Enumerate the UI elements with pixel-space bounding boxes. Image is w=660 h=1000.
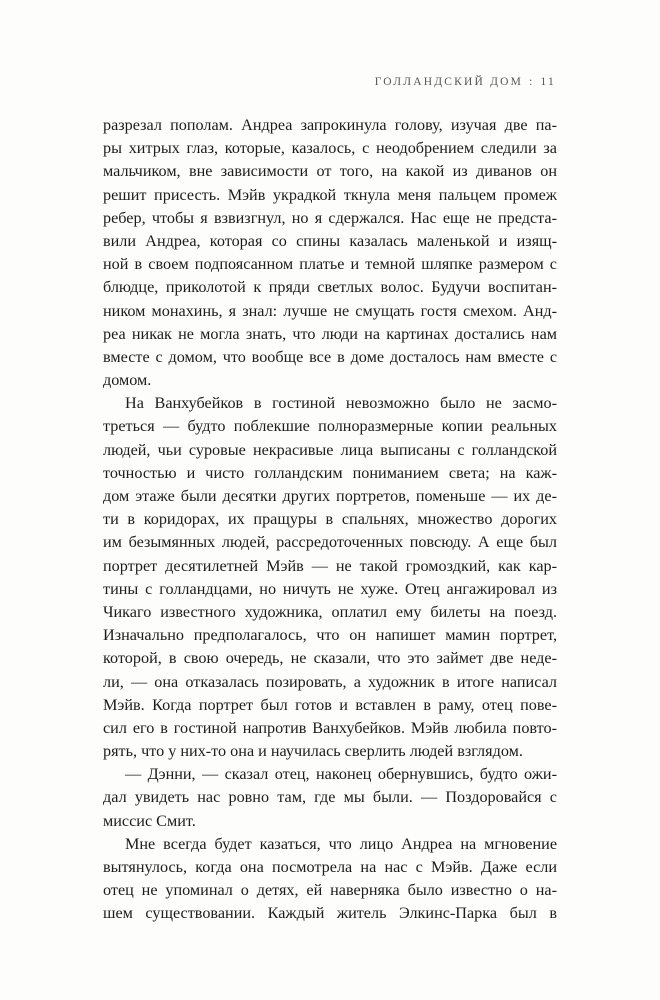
text-line: блюдце, приколотой к пряди светлых волос. Будучи воспитан- [103,278,557,297]
text-line: разрезал пополам. Андреа запрокинула голову, изучая две па- [103,116,557,134]
running-head [375,76,556,88]
page-number: 11 [540,76,556,88]
text-line: им безымянных людей, рассредоточенных повсюду. А еще был [103,533,557,552]
text-line: треться — будто поблекшие полноразмерные копии реальных [103,417,557,436]
text-line: ти в коридорах, их пращуры в спальнях, множество дорогих [103,510,557,529]
text-line: которой, в свою очередь, не сказали, что это займет две неде- [103,649,557,668]
text-line: вили Андреа, которая со спины казалась маленькой и изящ- [103,231,557,250]
text-line: мальчиком, вне зависимости от того, на какой из диванов он [103,162,557,181]
text-line: Мне всегда будет казаться, что лицо Андреа на мгновение [125,834,557,853]
text-line: точностью и чисто голландским пониманием света; на каж- [103,463,557,482]
text-line: тины с голландцами, но ничуть не хуже. Отец ангажировал из [103,579,557,598]
running-head-title: ГОЛЛАНДСКИЙ ДОМ [374,76,524,88]
text-line: портрет десятилетней Мэйв — не такой громоздкий, как кар- [103,556,557,575]
text-line: ребер, чтобы я взвизгнул, но я сдержался. Нас еще не предста- [103,208,557,227]
text-line: ры хитрых глаз, которые, казалось, с неодобрением следили за [103,139,557,158]
text-line: вытянулось, когда она посмотрела на нас с Мэйв. Даже если [103,858,557,876]
text-line: Мэйв. Когда портрет был готов и вставлен в раму, отец пове- [103,695,557,714]
text-line: ли, — она отказалась позировать, а художник в итоге написал [103,672,557,691]
text-line: ником монахинь, я знал: лучше не смущать гостя смехом. Анд- [103,301,557,320]
text-line: ной в своем подпоясанном платье и темной шляпке размером с [103,255,557,274]
text-line: шем существовании. Каждый житель Элкинс-Парка был в [103,904,557,923]
text-line: людей, чьи суровые некрасивые лица выписаны с голландской [103,440,557,459]
text-line: решит присесть. Мэйв украдкой ткнула меня пальцем промеж [103,185,557,204]
text-line: дал увидеть нас ровно там, где мы были. — Поздоровайся с [103,788,557,807]
text-line: миссис Смит. [103,811,196,830]
text-line: отец не упоминал о детях, ей наверняка было известно о на- [103,881,557,900]
text-line: рять, что у них-то она и научилась сверлить людей взглядом. [103,742,523,761]
text-line: На Ванхубейков в гостиной невозможно было не засмо- [125,394,557,413]
text-line: Чикаго известного художника, оплатил ему билеты на поезд. [103,602,557,621]
text-line: дом этаже были десятки других портретов, поменьше — их де- [103,487,557,505]
running-head-separator: : [529,76,535,88]
text-line: сил его в гостиной напротив Ванхубейков. Мэйв любила повто- [103,718,557,737]
body-text [103,114,557,926]
text-line: вместе с домом, что вообще все в доме досталось нам вместе с [103,347,557,366]
text-line: домом. [103,371,152,390]
text-line: — Дэнни, — сказал отец, наконец обернувшись, будто ожи- [125,765,557,784]
text-line: реа никак не могла знать, что люди на картинах достались нам [103,324,557,343]
text-line: Изначально предполагалось, что он напишет мамин портрет, [103,626,557,645]
